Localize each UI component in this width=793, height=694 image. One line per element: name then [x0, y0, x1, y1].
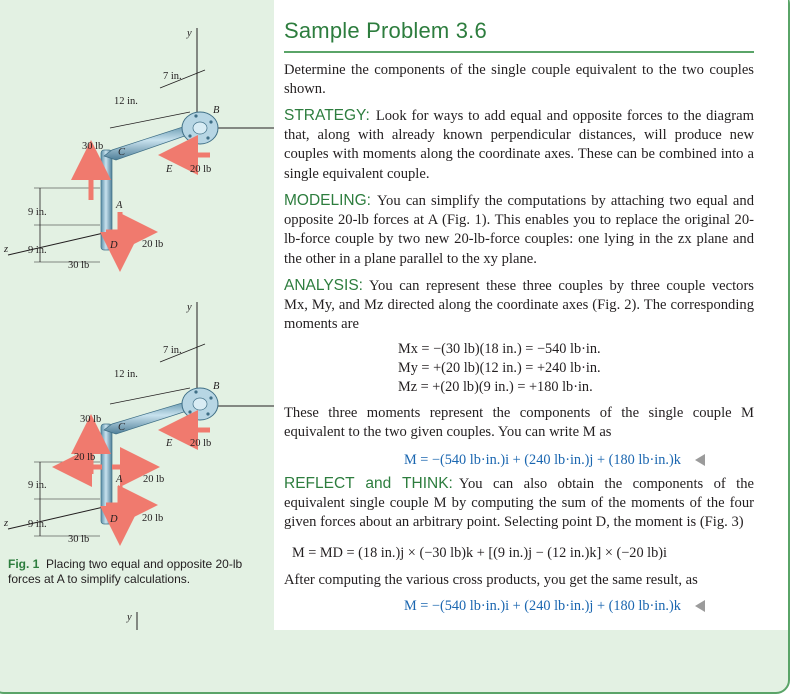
axis-z-label: z [4, 518, 9, 529]
figures-svg [0, 0, 274, 630]
dim-9b-label: 9 in. [28, 245, 47, 256]
z-axis-line [8, 506, 108, 529]
point-E-label: E [166, 438, 173, 449]
axis-y-label: y [187, 28, 192, 39]
dim-9b-label: 9 in. [28, 519, 47, 530]
point-D-label: D [110, 514, 118, 525]
dim-12-label: 12 in. [114, 369, 138, 380]
moment-mx: Mx = −(30 lb)(18 in.) = −540 lb·in. [398, 341, 601, 357]
force-30-upper-label: 30 lb [80, 414, 102, 425]
result-2-text: M = −(540 lb·in.)i + (240 lb·in.)j + (180 lb·in.)k [404, 598, 681, 614]
dim-7-label: 7 in. [163, 345, 182, 356]
analysis-paragraph [284, 276, 754, 335]
reflect-text: You can also obtain the components of the equivalent single couple M by computing the sum of the moments of the four given forces about an arbitrary point. Selecting point D, the moment is (Fig. 3) [284, 476, 754, 531]
caption-label: Fig. 1 [8, 557, 40, 571]
title-rule [284, 51, 754, 53]
fig3-axis-y-label: y [127, 612, 132, 623]
flange-hub [193, 122, 207, 134]
analysis-text: You can represent these three couples by three couple vectors Mx, My, and Mz directed along the coordinate axes (Fig. 2). The corresponding moments are [284, 278, 754, 333]
force-30-upper-label: 30 lb [82, 141, 104, 152]
point-C-label: C [118, 422, 126, 433]
figure-caption [8, 557, 270, 586]
force-20-A-right-label: 20 lb [143, 474, 165, 485]
force-20-A-left-label: 20 lb [74, 452, 96, 463]
modeling-paragraph [284, 191, 754, 269]
point-C-label: C [118, 147, 126, 158]
page-title: Sample Problem 3.6 [284, 18, 487, 43]
modeling-text: You can simplify the computations by attaching two equal and opposite 20-lb forces at A (Fig. 1). This enables you to replace the original 20-lb-force couple by two new 20-lb-force couples: one lying in the zx plane and the other in a plane parallel to the xy plane. [284, 193, 754, 267]
dim-12-line [110, 112, 190, 128]
force-30-lower-label: 30 lb [68, 260, 90, 271]
result-1 [404, 451, 705, 470]
result-1-text: M = −(540 lb·in.)i + (240 lb·in.)j + (180 lb·in.)k [404, 452, 681, 468]
point-A-label: A [116, 200, 123, 211]
dim-9a-label: 9 in. [28, 480, 47, 491]
figure-2-top [3, 28, 274, 271]
dim-9a-label: 9 in. [28, 207, 47, 218]
point-D-label: D [110, 240, 118, 251]
strategy-text: Look for ways to add equal and opposite forces to the diagram that, along with already known perpendicular distances, will produce new couples with moments along the coordinate axes. These can be combined into a single equivalent couple. [284, 108, 754, 182]
text-column [274, 0, 788, 630]
point-A-label: A [116, 474, 123, 485]
strategy-paragraph [284, 106, 754, 184]
result-2-marker-icon [695, 600, 705, 612]
flange-hub [193, 398, 207, 410]
pipe-vertical [101, 150, 112, 250]
components-paragraph: These three moments represent the components of the single couple M equivalent to the two given couples. You can write M as [284, 405, 754, 441]
moment-my: My = +(20 lb)(12 in.) = +240 lb·in. [398, 360, 601, 376]
strategy-heading: STRATEGY: [284, 107, 370, 124]
force-30-lower-label: 30 lb [68, 534, 90, 545]
force-20-E-label: 20 lb [190, 438, 212, 449]
caption-text: Placing two equal and opposite 20-lb forces at A to simplify calculations. [8, 557, 243, 586]
force-20-E-label: 20 lb [190, 164, 212, 175]
moment-mz: Mz = +(20 lb)(9 in.) = +180 lb·in. [398, 379, 593, 395]
pipe-vertical [101, 424, 112, 524]
axis-y-label: y [187, 302, 192, 313]
modeling-heading: MODELING: [284, 192, 371, 209]
reflect-heading: REFLECT and THINK: [284, 475, 453, 492]
axis-z-label: z [4, 244, 9, 255]
point-E-label: E [166, 164, 173, 175]
analysis-heading: ANALYSIS: [284, 277, 363, 294]
figure-column [0, 0, 274, 630]
force-20-D-label: 20 lb [142, 513, 164, 524]
moment-about-D-equation: M = MD = (18 in.)j × (−30 lb)k + [(9 in.)j − (12 in.)k] × (−20 lb)i [292, 545, 668, 561]
result-1-marker-icon [695, 454, 705, 466]
reflect-paragraph [284, 474, 754, 533]
dim-7-label: 7 in. [163, 71, 182, 82]
result-2 [404, 597, 705, 616]
after-paragraph: After computing the various cross products, you get the same result, as [284, 572, 698, 588]
point-B-label: B [213, 105, 220, 116]
intro-paragraph: Determine the components of the single couple equivalent to the two couples shown. [284, 62, 754, 98]
dim-12-label: 12 in. [114, 96, 138, 107]
point-B-label: B [213, 381, 220, 392]
force-20-D-label: 20 lb [142, 239, 164, 250]
z-axis-line [8, 232, 108, 255]
dim-12-line [110, 388, 190, 404]
figure-1-bottom [3, 302, 274, 545]
